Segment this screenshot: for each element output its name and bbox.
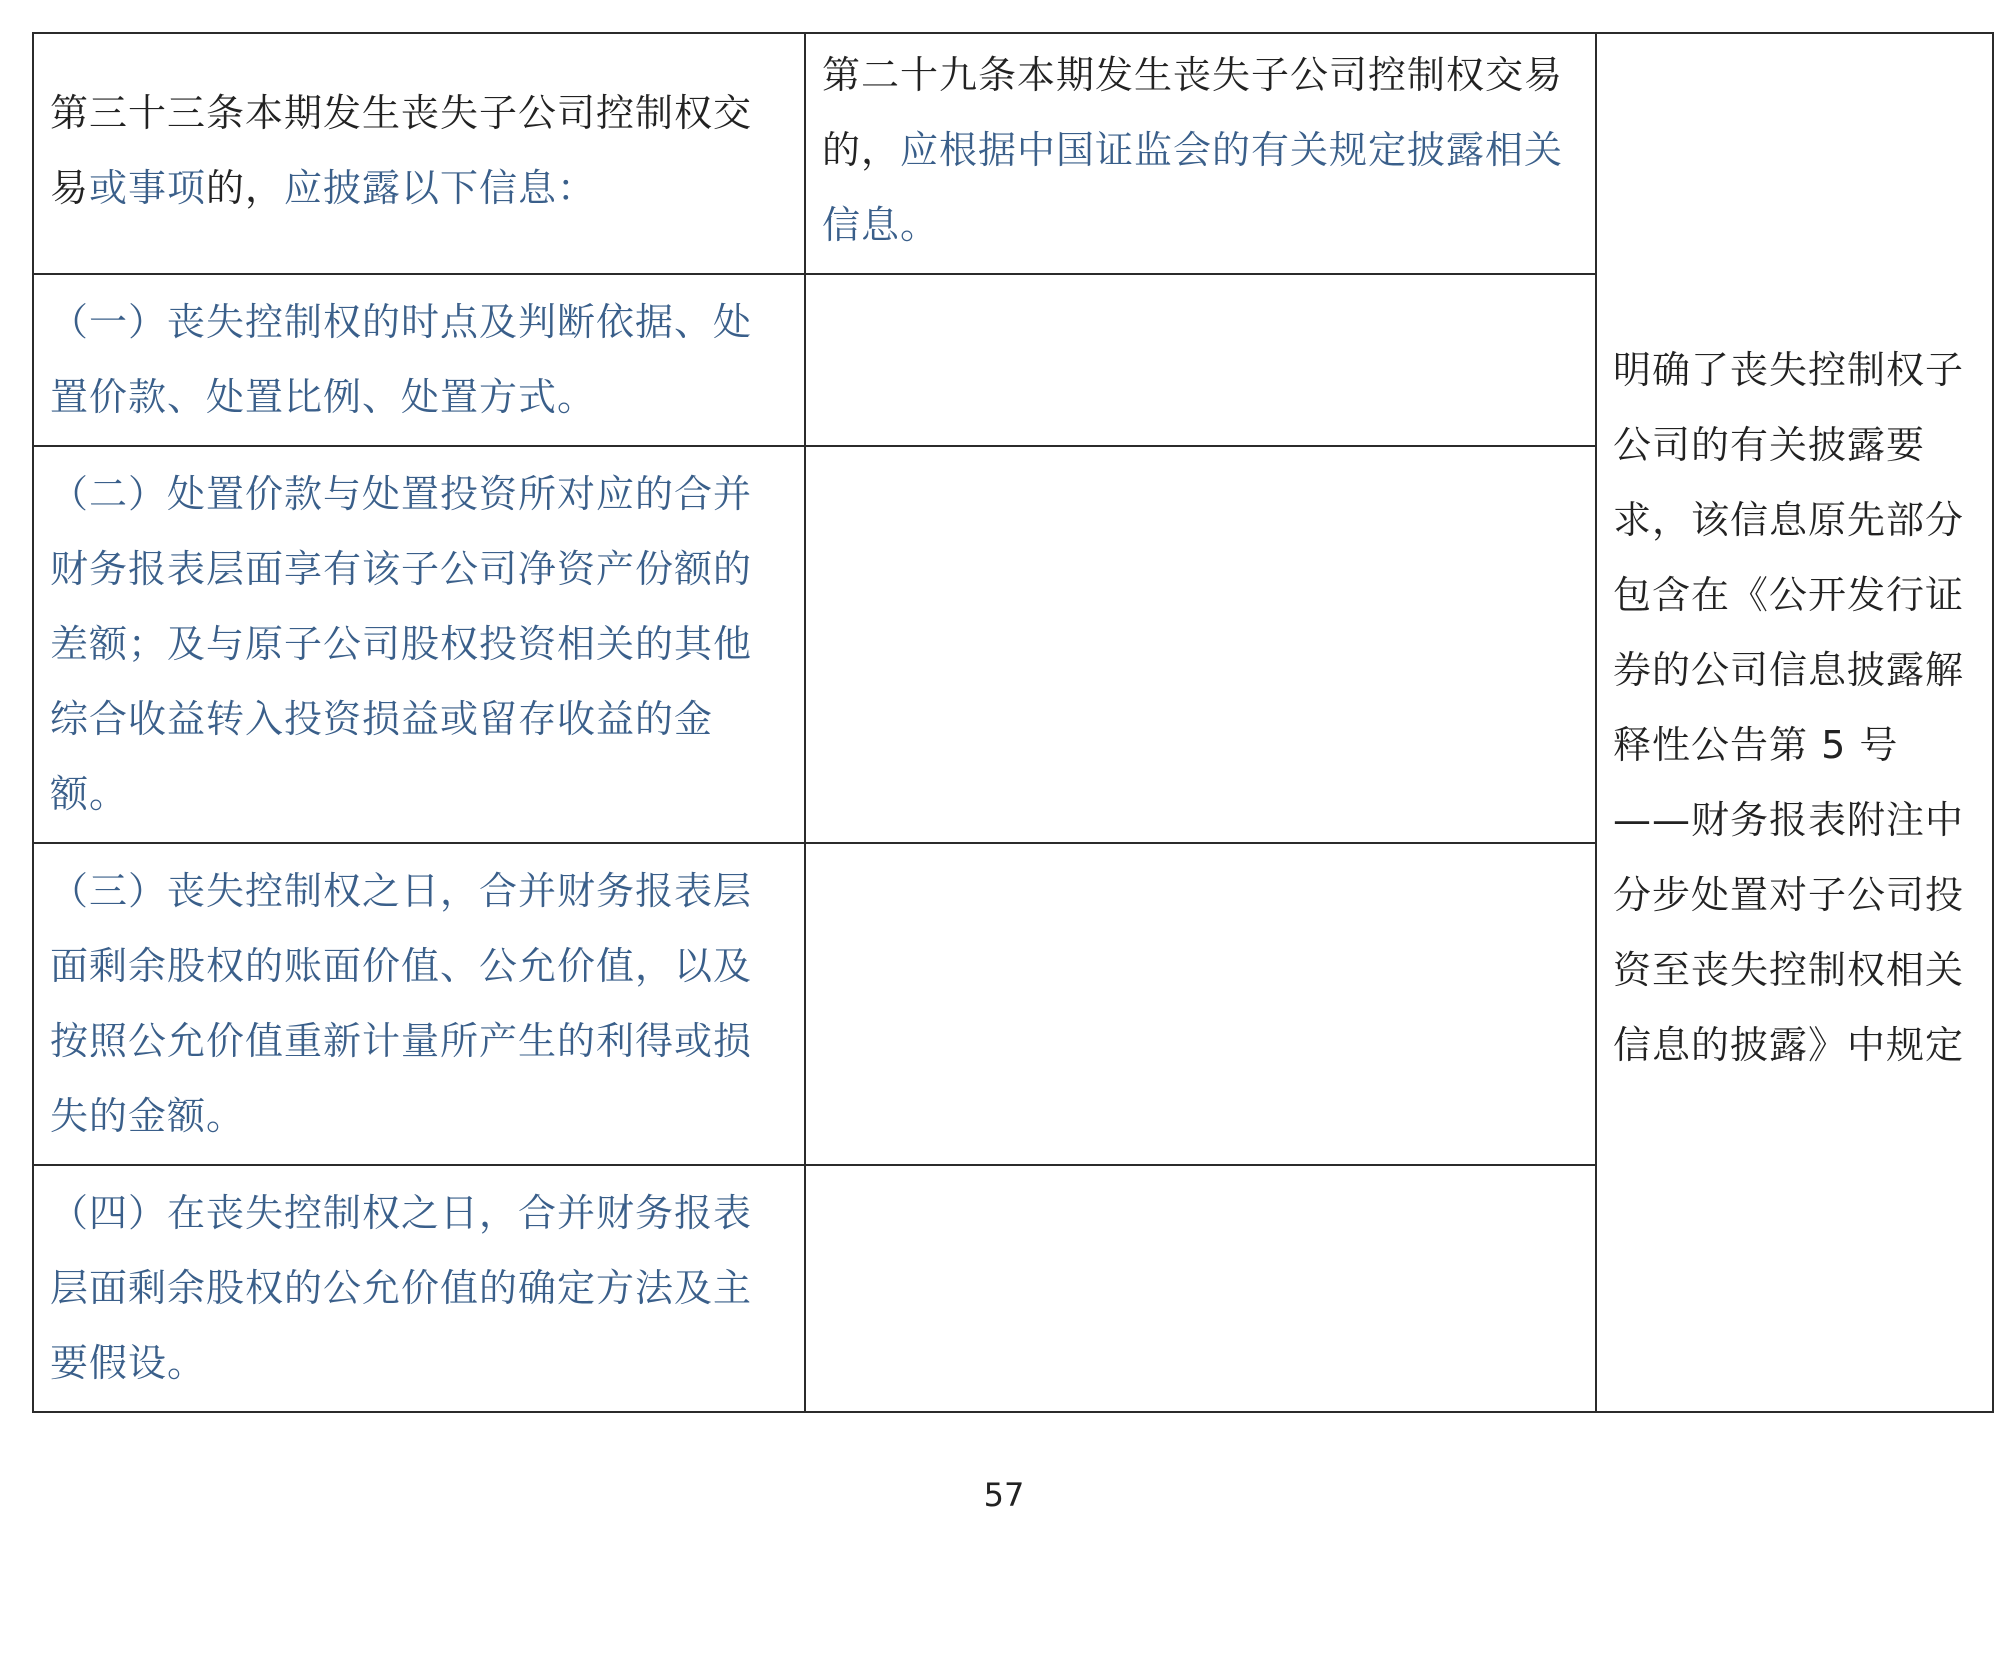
new-article-header-cell <box>33 33 805 274</box>
empty-cell <box>805 1165 1596 1412</box>
disclosure-item-1: （一）丧失控制权的时点及判断依据、处置价款、处置比例、处置方式。 <box>33 274 805 446</box>
disclosure-item-3: （三）丧失控制权之日，合并财务报表层面剩余股权的账面价值、公允价值，以及按照公允价值重新计量所产生的利得或损失的金额。 <box>33 843 805 1165</box>
table-row <box>33 33 1993 274</box>
page-number: 57 <box>983 1476 1025 1514</box>
remark-cell <box>1596 33 1993 1412</box>
new-article-connector-text: 的， <box>206 166 285 210</box>
empty-cell <box>805 843 1596 1165</box>
empty-cell <box>805 446 1596 843</box>
disclosure-item-4: （四）在丧失控制权之日，合并财务报表层面剩余股权的公允价值的确定方法及主要假设。 <box>33 1165 805 1412</box>
empty-cell <box>805 274 1596 446</box>
comparison-table <box>32 32 1994 1413</box>
old-article-requirement-text: 应根据中国证监会的有关规定披露相关信息。 <box>822 128 1564 247</box>
old-article-title-text: 第二十九条本期发生丧失子公司控制权交易的， <box>822 53 1564 172</box>
new-article-added-text: 或事项 <box>89 166 207 210</box>
new-article-title-text: 第三十三条本期发生丧失子公司控制权交易 <box>50 91 753 210</box>
remark-text: 明确了丧失控制权子公司的有关披露要求，该信息原先部分包含在《公开发行证券的公司信息披露解释性公告第 5 号——财务报表附注中分步处置对子公司投资至丧失控制权相关信息的披露》中规定 <box>1613 347 1965 1067</box>
old-article-header-cell <box>805 33 1596 274</box>
new-article-requirement-text: 应披露以下信息： <box>284 166 597 210</box>
disclosure-item-2: （二）处置价款与处置投资所对应的合并财务报表层面享有该子公司净资产份额的差额；及与原子公司股权投资相关的其他综合收益转入投资损益或留存收益的金额。 <box>33 446 805 843</box>
